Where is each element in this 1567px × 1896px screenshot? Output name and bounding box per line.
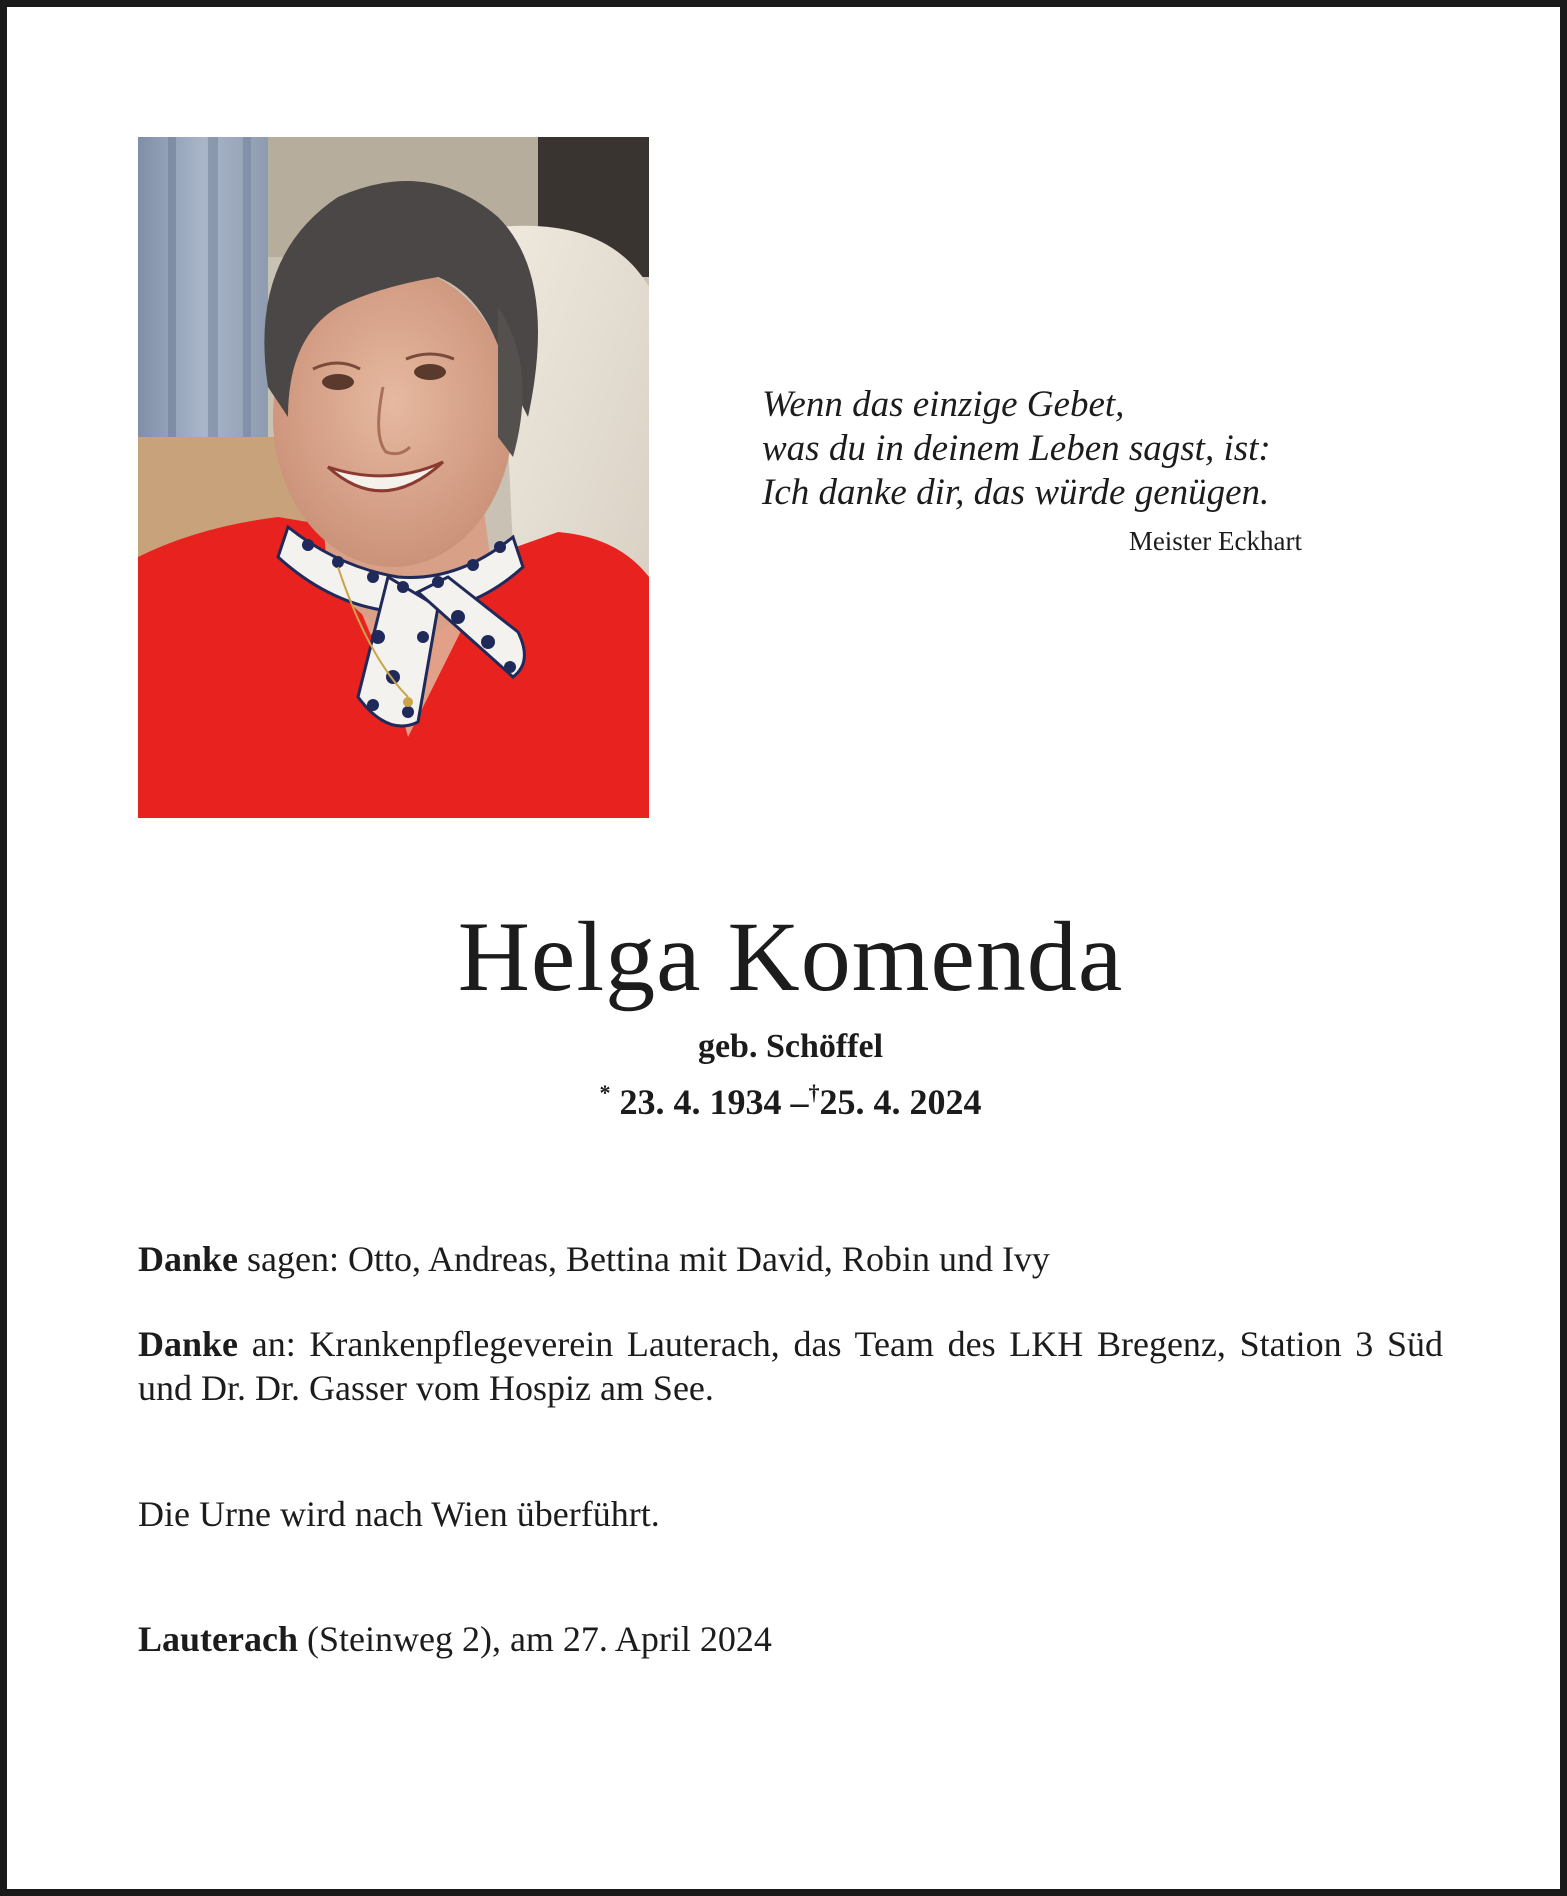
urn-note: Die Urne wird nach Wien überführt. (138, 1494, 660, 1534)
death-date: 25. 4. 2024 (819, 1082, 982, 1122)
quote-line: was du in deinem Leben sagst, ist: (762, 428, 1271, 469)
birth-name: geb. Schöffel (697, 1028, 884, 1065)
quote-line: Ich danke dir, das würde genügen. (762, 472, 1270, 513)
thanks-family-text: sagen: Otto, Andreas, Bettina mit David, Robin und Ivy (238, 1239, 1050, 1279)
thanks-family (138, 1237, 1443, 1281)
place-date (138, 1617, 1443, 1661)
thanks-institutions-lead: Danke (138, 1324, 239, 1364)
thanks-institutions (138, 1322, 1443, 1410)
quote-line: Wenn das einzige Gebet, (762, 384, 1125, 425)
quote-block (762, 383, 1302, 559)
quote-author: Meister Eckhart (1128, 526, 1302, 556)
thanks-family-lead: Danke (138, 1239, 239, 1279)
birth-date: 23. 4. 1934 (619, 1082, 782, 1122)
date-separator: – (790, 1082, 809, 1122)
place-name: Lauterach (138, 1619, 298, 1659)
death-symbol: † (808, 1080, 820, 1105)
life-dates (7, 1071, 1567, 1124)
portrait-photo (138, 137, 649, 818)
deceased-name: Helga Komenda (457, 901, 1124, 1012)
birth-symbol: * (599, 1080, 611, 1105)
thanks-institutions-text: an: Krankenpflegeverein Lauterach, das Team des LKH Bregenz, Station 3 Süd und Dr. Dr. Gasser vom Hospiz am See. (138, 1324, 1443, 1408)
place-date-text: (Steinweg 2), am 27. April 2024 (297, 1619, 772, 1659)
